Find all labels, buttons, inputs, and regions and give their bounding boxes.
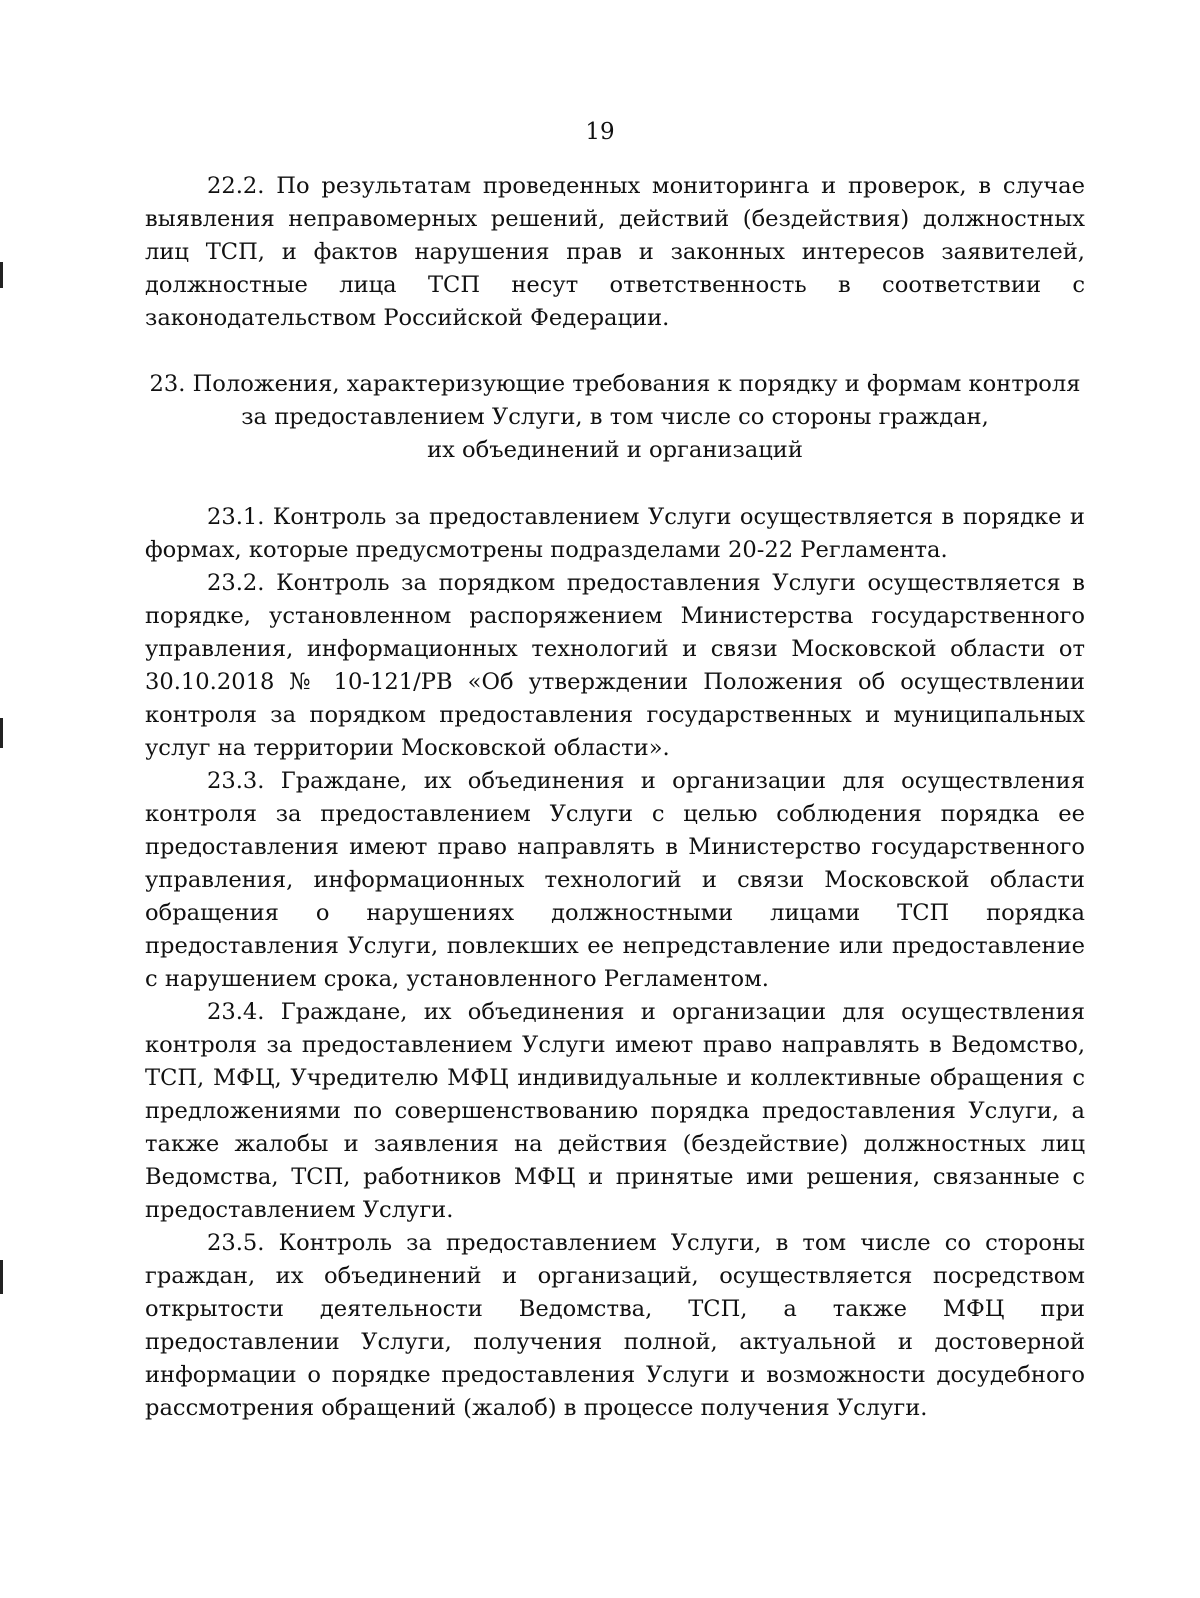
paragraph-23-4: 23.4. Граждане, их объединения и организации для осуществления контроля за предоставлением Услуги имеют право направлять в Ведомство, ТСП, МФЦ, Учредителю МФЦ индивидуальные и коллективные обращения с предложениями по совершенствованию порядка предоставления Услуги, а также жалобы и заявления на действия (бездействие) должностных лиц Ведомства, ТСП, работников МФЦ и принятые ими решения, связанные с предоставлением Услуги. xyxy=(145,999,1085,1223)
section-heading-line: их объединений и организаций xyxy=(427,437,803,463)
section-heading-line: 23. Положения, характеризующие требования к порядку и формам контроля xyxy=(149,371,1081,397)
paragraph-23-1: 23.1. Контроль за предоставлением Услуги осуществляется в порядке и формах, которые предусмотрены подразделами 20-22 Регламента. xyxy=(145,504,1085,563)
paragraph-23-2: 23.2. Контроль за порядком предоставления Услуги осуществляется в порядке, установленном распоряжением Министерства государственного управления, информационных технологий и связи Московской области от 30.10.2018 № 10-121/РВ «Об утверждении Положения об осуществлении контроля за порядком предоставления государственных и муниципальных услуг на территории Московской области». xyxy=(145,570,1085,761)
subsection-22-body xyxy=(145,170,1085,335)
section-23-heading xyxy=(145,368,1085,467)
section-23-body xyxy=(145,501,1085,1425)
scan-edge-mark xyxy=(0,1260,3,1294)
scan-edge-mark xyxy=(0,718,3,748)
paragraph-23-3: 23.3. Граждане, их объединения и организации для осуществления контроля за предоставлением Услуги с целью соблюдения порядка ее предоставления имеют право направлять в Министерство государственного управления, информационных технологий и связи Московской области обращения о нарушениях должностными лицами ТСП порядка предоставления Услуги, повлекших ее непредставление или предоставление с нарушением срока, установленного Регламентом. xyxy=(145,768,1085,992)
page-number: 19 xyxy=(585,119,615,145)
section-heading-line: за предоставлением Услуги, в том числе со стороны граждан, xyxy=(241,404,989,430)
scan-edge-mark xyxy=(0,262,3,288)
paragraph-23-5: 23.5. Контроль за предоставлением Услуги, в том числе со стороны граждан, их объединений и организаций, осуществляется посредством открытости деятельности Ведомства, ТСП, а также МФЦ при предоставлении Услуги, получения полной, актуальной и достоверной информации о порядке предоставления Услуги и возможности досудебного рассмотрения обращений (жалоб) в процессе получения Услуги. xyxy=(145,1230,1085,1421)
paragraph-22-2: 22.2. По результатам проведенных мониторинга и проверок, в случае выявления неправомерных решений, действий (бездействия) должностных лиц ТСП, и фактов нарушения прав и законных интересов заявителей, должностные лица ТСП несут ответственность в соответствии с законодательством Российской Федерации. xyxy=(145,173,1085,331)
